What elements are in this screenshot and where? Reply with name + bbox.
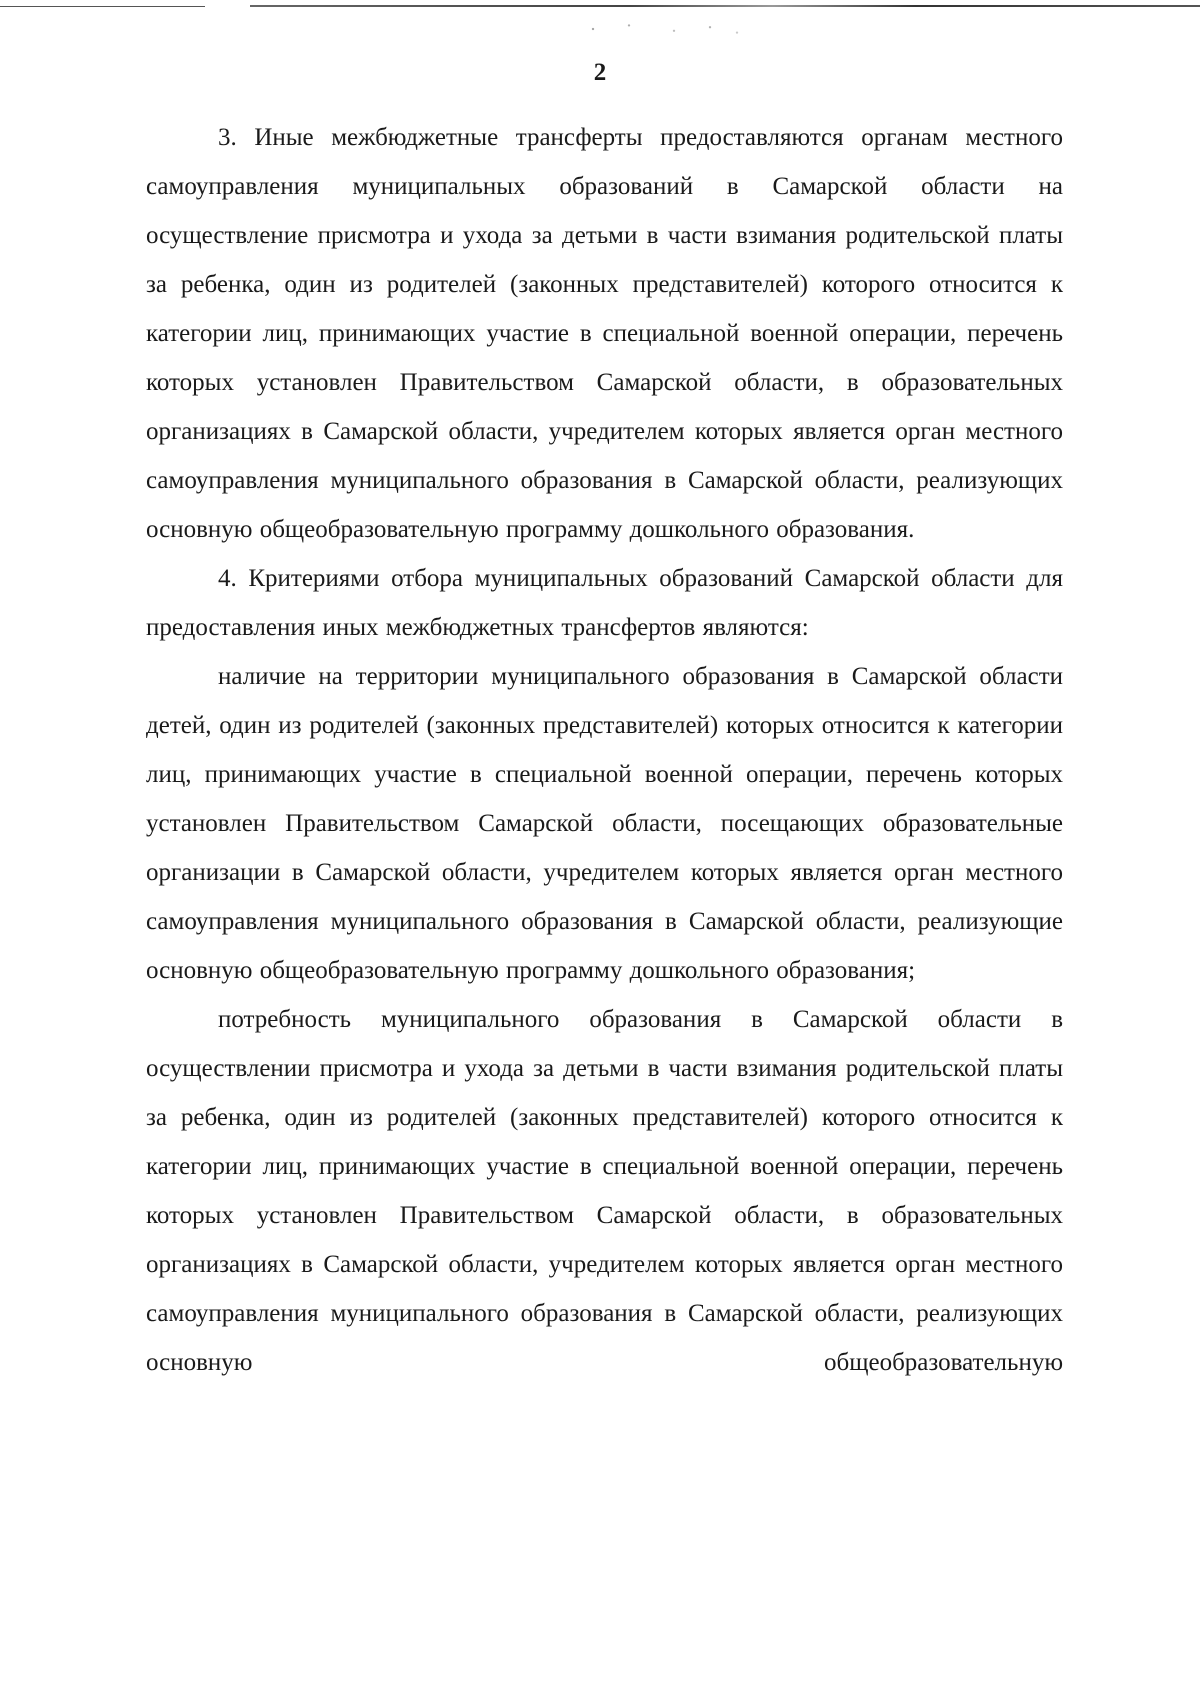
paragraph-3: 3. Иные межбюджетные трансферты предоставляются органам местного самоуправления муниципальных образований в Самарской области на осуществление присмотра и ухода за детьми в части взимания родительской платы за ребенка, один из родителей (законных представителей) которого относится к категории лиц, принимающих участие в специальной военной операции, перечень которых установлен Правительством Самарской области, в образовательных организациях в Самарской области, учредителем которых является орган местного самоуправления муниципального образования в Самарской области, реализующих основную общеобразовательную программу дошкольного образования.: [146, 124, 1063, 543]
paragraph-4: 4. Критериями отбора муниципальных образований Самарской области для предоставления иных межбюджетных трансфертов являются:: [146, 565, 1063, 641]
scan-artifact-line: [0, 6, 205, 7]
document-body: [146, 113, 1063, 1387]
criterion-1: наличие на территории муниципального образования в Самарской области детей, один из родителей (законных представителей) которых относится к категории лиц, принимающих участие в специальной военной операции, перечень которых установлен Правительством Самарской области, посещающих образовательные организации в Самарской области, учредителем которых является орган местного самоуправления муниципального образования в Самарской области, реализующие основную общеобразовательную программу дошкольного образования;: [146, 663, 1063, 984]
criterion-2: потребность муниципального образования в Самарской области в осуществлении присмотра и ухода за детьми в части взимания родительской платы за ребенка, один из родителей (законных представителей) которого относится к категории лиц, принимающих участие в специальной военной операции, перечень которых установлен Правительством Самарской области, в образовательных организациях в Самарской области, учредителем которых является орган местного самоуправления муниципального образования в Самарской области, реализующих основную общеобразовательную: [146, 1006, 1063, 1376]
page-number: 2: [593, 59, 607, 86]
scan-artifact-line: [250, 5, 1200, 7]
scan-artifact-noise: [575, 20, 755, 38]
